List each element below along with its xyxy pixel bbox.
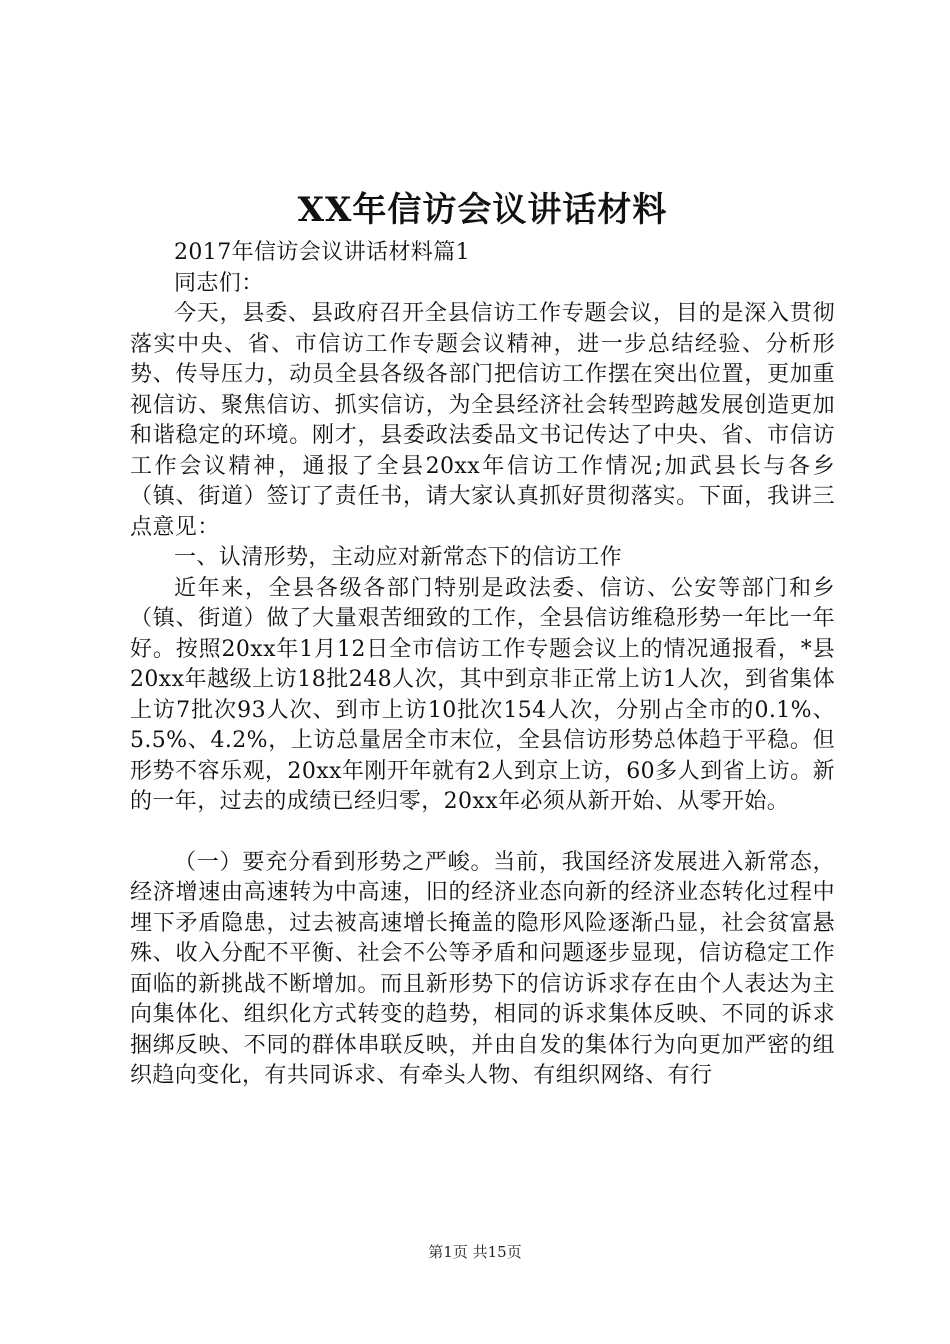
section-heading: 一、认清形势，主动应对新常态下的信访工作 <box>174 545 623 570</box>
salutation: 同志们： <box>174 270 264 296</box>
document-body <box>130 238 835 1092</box>
paragraph-situation: 近年来，全县各级各部门特别是政法委、信访、公安等部门和乡（镇、街道）做了大量艰苦细致的工作，全县信访维稳形势一年比一年好。按照20xx年1月12日全市信访工作专题会议上的情况通报看，*县20xx年越级上访18批248人次，其中到京非正常上访1人次，到省集体上访7批次93人次、到市上访10批次154人次，分别占全市的0.1%、5.5%、4.2%，上访总量居全市末位，全县信访形势总体趋于平稳。但形势不容乐观，20xx年刚开年就有2人到京上访，60多人到省上访。新的一年，过去的成绩已经归零，20xx年必须从新开始、从零开始。 <box>130 575 835 814</box>
paragraph-subsection-1: （一）要充分看到形势之严峻。当前，我国经济发展进入新常态，经济增速由高速转为中高速，旧的经济业态向新的经济业态转化过程中埋下矛盾隐患，过去被高速增长掩盖的隐形风险逐渐凸显，社会贫富悬殊、收入分配不平衡、社会不公等矛盾和问题逐步显现，信访稳定工作面临的新挑战不断增加。而且新形势下的信访诉求存在由个人表达为主向集体化、组织化方式转变的趋势，相同的诉求集体反映、不同的诉求捆绑反映、不同的群体串联反映，并由自发的集体行为向更加严密的组织趋向变化，有共同诉求、有牵头人物、有组织网络、有行 <box>130 849 835 1088</box>
document-page <box>130 0 835 1344</box>
document-title: XX年信访会议讲话材料 <box>297 190 668 230</box>
paragraph-intro: 今天，县委、县政府召开全县信访工作专题会议，目的是深入贯彻落实中央、省、市信访工作专题会议精神，进一步总结经验、分析形势、传导压力，动员全县各级各部门把信访工作摆在突出位置，更加重视信访、聚焦信访、抓实信访，为全县经济社会转型跨越发展创造更加和谐稳定的环境。刚才，县委政法委品文书记传达了中央、省、市信访工作会议精神，通报了全县20xx年信访工作情况;加武县长与各乡（镇、街道）签订了责任书，请大家认真抓好贯彻落实。下面，我讲三点意见： <box>130 301 835 540</box>
page-footer: 第1页 共15页 <box>428 1243 522 1261</box>
document-subtitle: 2017年信访会议讲话材料篇1 <box>174 240 470 265</box>
